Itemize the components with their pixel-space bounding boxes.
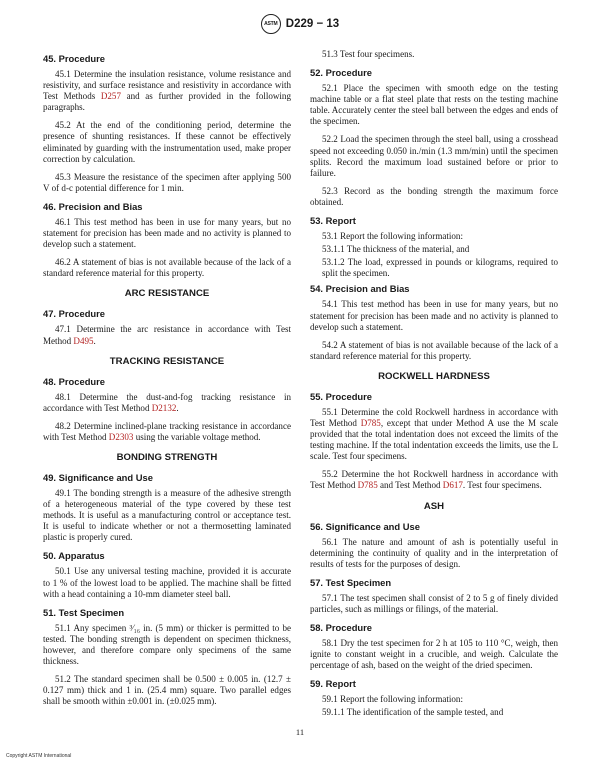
section-heading: 48. Procedure (43, 375, 106, 387)
standard-reference-link[interactable]: D495 (73, 335, 94, 346)
section-heading: 57. Test Specimen (310, 576, 392, 588)
paragraph-text: . (93, 335, 96, 346)
section-heading: 54. Precision and Bias (310, 283, 410, 295)
paragraph-text: . (176, 402, 179, 413)
section-heading: 51. Test Specimen (43, 606, 125, 618)
paragraph-text: 45.1 Determine the insulation resistance, volume resistance and resistivity, and surface resistance and resistivity in accordance with Test Methods (43, 69, 291, 102)
page-header (0, 14, 600, 34)
paragraph-text: 55.1 Determine the cold Rockwell hardness in accordance with Test Method (310, 406, 558, 428)
section-heading: 56. Significance and Use (310, 520, 420, 532)
paragraph (43, 392, 291, 414)
paragraph-text: 48.1 Determine the dust-and-fog tracking resistance in accordance with Test Method (43, 391, 291, 413)
paragraph: 56.1 The nature and amount of ash is potentially useful in determining the continuity of quality and in the interpretation of results of tests for the purposes of design. (310, 536, 558, 569)
section-heading: 50. Apparatus (43, 550, 105, 562)
paragraph: 57.1 The test specimen shall consist of 2 to 5 g of finely divided particles, such as millings or filings, of the material. (310, 592, 558, 614)
part-heading: BONDING STRENGTH (116, 451, 218, 463)
paragraph: 46.2 A statement of bias is not available because of the lack of a standard reference material for this property. (43, 257, 291, 279)
paragraph-text: , except that under Method A use the M scale provided that the total indentation does not exceed the limits of the testing machine. If the total indentation exceeds the limits, use the L scale. Test four specimens. (310, 417, 558, 462)
paragraph: 52.2 Load the specimen through the steel ball, using a crosshead speed not exceeding 0.050 in./min (1.3 mm/min) until the specimen splits. Record the maximum load sustained before or prior to failure. (310, 134, 558, 178)
paragraph (310, 469, 558, 491)
part-heading: ASH (423, 500, 445, 512)
paragraph: 59.1 Report the following information: (322, 694, 463, 705)
section-heading: 59. Report (310, 678, 356, 690)
paragraph: 53.1.1 The thickness of the material, and (322, 244, 470, 255)
paragraph: 52.3 Record as the bonding strength the maximum force obtained. (310, 185, 558, 207)
right-column (310, 49, 558, 720)
paragraph-text: . Test four specimens. (462, 480, 542, 491)
paragraph: 58.1 Dry the test specimen for 2 h at 105 to 110 °C, weigh, then ignite to constant weight in a crucible, and weigh. Calculate the percentage of ash, based on the weight of the dried specimen. (310, 638, 558, 671)
section-heading: 53. Report (310, 215, 356, 227)
paragraph: 45.2 At the end of the conditioning period, determine the presence of shunting resistances. If these cannot be effectively eliminated by guarding with the instrumentation used, make proper correction by calculation. (43, 120, 291, 164)
paragraph: 53.1.2 The load, expressed in pounds or kilograms, required to split the specimen. (322, 257, 558, 279)
paragraph-text: 55.2 Determine the hot Rockwell hardness in accordance with Test Method (310, 469, 558, 491)
left-column (43, 49, 291, 714)
paragraph: 51.3 Test four specimens. (322, 49, 415, 59)
paragraph: 53.1 Report the following information: (322, 231, 463, 242)
paragraph: 45.3 Measure the resistance of the specimen after applying 500 V of d-c potential difference for 1 min. (43, 171, 291, 193)
section-heading: 58. Procedure (310, 622, 373, 633)
paragraph-text: 48.2 Determine inclined-plane tracking resistance in accordance with Test Method (43, 420, 291, 442)
section-heading: 47. Procedure (43, 308, 106, 320)
standard-reference-link[interactable]: D257 (100, 91, 121, 102)
section-heading: 46. Precision and Bias (43, 200, 143, 212)
section-heading: 52. Procedure (310, 67, 373, 79)
part-heading: TRACKING RESISTANCE (109, 355, 225, 367)
section-heading: 55. Procedure (310, 390, 373, 402)
standard-reference-link[interactable]: D617 (442, 480, 463, 491)
paragraph (43, 421, 291, 443)
paragraph-text: and as further provided in the following paragraphs. (43, 91, 291, 113)
paragraph: 49.1 The bonding strength is a measure of the adhesive strength of a heterogeneous material of the type covered by these test methods. It is useful as a manufacturing control or acceptance test. It is useful to indicate whether or not a thermosetting laminated plastic is properly cured. (43, 487, 291, 543)
paragraph-text: and Test Method (377, 480, 443, 491)
astm-logo-icon: ASTM (261, 14, 281, 34)
standard-designation: D229 − 13 (285, 18, 340, 30)
paragraph: 46.1 This test method has been in use for many years, but no statement for precision has been made and no activity is planned to develop such a statement. (43, 216, 291, 250)
copyright-notice: Copyright ASTM International (6, 753, 72, 759)
paragraph-text: 47.1 Determine the arc resistance in accordance with Test Method (43, 324, 291, 346)
page-number: 11 (295, 727, 305, 737)
paragraph (43, 324, 291, 346)
paragraph (43, 69, 291, 113)
paragraph: 54.1 This test method has been in use for many years, but no statement for precision has been made and no activity is planned to develop such a statement. (310, 299, 558, 332)
paragraph: 51.1 Any specimen ³⁄₁₆ in. (5 mm) or thicker is permitted to be tested. The bonding strength is dependent on specimen thickness, however, and therefore compare only specimens of the same thickness. (43, 622, 291, 666)
paragraph: 51.2 The standard specimen shall be 0.500 ± 0.005 in. (12.7 ± 0.127 mm) thick and 1 in. (25.4 mm) square. Two parallel edges shall be smooth within ±0.001 in. (±0.025 mm). (43, 674, 291, 707)
paragraph-text: using the variable voltage method. (133, 431, 261, 442)
standard-reference-link[interactable]: D2132 (151, 402, 177, 413)
paragraph: 52.1 Place the specimen with smooth edge on the testing machine table or a flat steel plate that rests on the testing machine table. Accurately center the steel ball between the edges and ends of the specimen. (310, 83, 558, 127)
standard-reference-link[interactable]: D785 (360, 417, 381, 428)
standard-reference-link[interactable]: D2303 (108, 431, 134, 442)
part-heading: ROCKWELL HARDNESS (378, 370, 490, 382)
paragraph (310, 407, 558, 462)
standard-reference-link[interactable]: D785 (357, 480, 378, 491)
paragraph: 54.2 A statement of bias is not available because of the lack of a standard reference material for this property. (310, 339, 558, 361)
section-heading: 49. Significance and Use (43, 471, 153, 483)
part-heading: ARC RESISTANCE (124, 288, 210, 300)
paragraph: 50.1 Use any universal testing machine, provided it is accurate to 1 % of the lowest load to be applied. The machine shall be fitted with a head containing a 10-mm diameter steel ball. (43, 566, 291, 599)
section-heading: 45. Procedure (43, 53, 106, 64)
paragraph: 59.1.1 The identification of the sample tested, and (322, 707, 504, 718)
